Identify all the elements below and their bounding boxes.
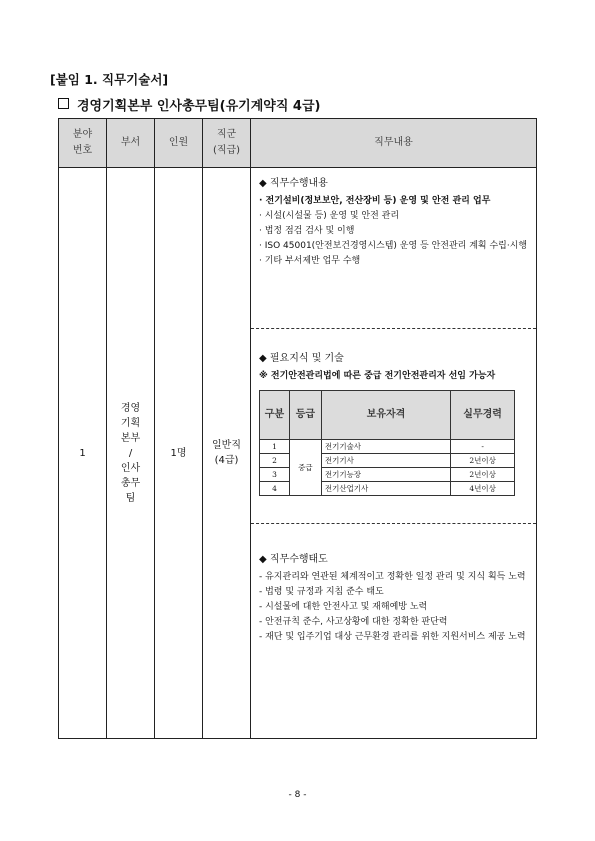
attitude-title: ◆ 직무수행태도 bbox=[259, 554, 328, 565]
duties-cell bbox=[251, 168, 537, 739]
list-item: · 시설(시설물 등) 운영 및 안전 관리 bbox=[259, 211, 400, 221]
cert-exp: - bbox=[451, 440, 515, 454]
row-no: 1 bbox=[59, 168, 107, 739]
grade-line: 일반직 bbox=[212, 440, 241, 451]
cert-no: 2 bbox=[260, 454, 290, 468]
list-item: - 시설물에 대한 안전사고 및 재해예방 노력 bbox=[259, 602, 428, 612]
cert-no: 4 bbox=[260, 482, 290, 496]
cert-header: 보유자격 bbox=[321, 391, 450, 440]
skills-note: ※ 전기안전관리법에 따른 중급 전기안전관리자 선임 가능자 bbox=[259, 371, 496, 381]
cert-table bbox=[259, 390, 515, 496]
cert-header: 등급 bbox=[289, 391, 321, 440]
dept-line: 인사 bbox=[120, 462, 141, 474]
header-field-no bbox=[59, 119, 107, 168]
dept-line: 본부 bbox=[120, 432, 141, 444]
skills-section bbox=[251, 328, 536, 523]
header-dept: 부서 bbox=[107, 119, 155, 168]
dept-line: / bbox=[128, 447, 133, 459]
header-grade-line1: 직군 bbox=[216, 129, 237, 140]
cert-grade: 중급 bbox=[289, 440, 321, 496]
section-title bbox=[58, 95, 320, 114]
table-row bbox=[260, 440, 515, 454]
dept-line: 경영 bbox=[120, 402, 141, 414]
skills-title: ◆ 필요지식 및 기술 bbox=[259, 353, 344, 364]
row-count: 1명 bbox=[155, 168, 203, 739]
cert-header: 구분 bbox=[260, 391, 290, 440]
list-item: - 재단 및 입주기업 대상 근무환경 관리를 위한 지원서비스 제공 노력 bbox=[259, 632, 526, 642]
header-grade-line2: (직급) bbox=[212, 145, 241, 156]
table-row bbox=[59, 168, 537, 739]
table-header-row bbox=[59, 119, 537, 168]
cert-name: 전기산업기사 bbox=[321, 482, 450, 496]
header-count: 인원 bbox=[155, 119, 203, 168]
header-field-no-line2: 번호 bbox=[72, 145, 93, 156]
dept-line: 총무 bbox=[120, 477, 141, 489]
cert-header-row bbox=[260, 391, 515, 440]
duties-bold-item: · 전기설비(정보보안, 전산장비 등) 운영 및 안전 관리 업무 bbox=[259, 196, 491, 206]
list-item: - 유지관리와 연관된 체계적이고 정확한 일정 관리 및 지식 획득 노력 bbox=[259, 572, 526, 582]
list-item: - 법령 및 규정과 지침 준수 태도 bbox=[259, 587, 384, 597]
attachment-title: [붙임 1. 직무기술서] bbox=[50, 72, 169, 87]
list-item: · 법정 점검 검사 및 이행 bbox=[259, 226, 355, 236]
cert-no: 3 bbox=[260, 468, 290, 482]
dept-line: 기획 bbox=[120, 417, 141, 429]
section-title-text: 경영기획본부 인사총무팀(유기계약직 4급) bbox=[77, 99, 321, 114]
row-dept bbox=[107, 168, 155, 739]
header-duties: 직무내용 bbox=[251, 119, 537, 168]
dept-line: 팀 bbox=[125, 492, 136, 504]
cert-exp: 2년이상 bbox=[451, 454, 515, 468]
row-grade bbox=[203, 168, 251, 739]
cert-no: 1 bbox=[260, 440, 290, 454]
header-field-no-line1: 분야 bbox=[72, 129, 93, 140]
cert-name: 전기기사 bbox=[321, 454, 450, 468]
duties-section bbox=[251, 168, 536, 328]
list-item: · 기타 부서제반 업무 수행 bbox=[259, 256, 361, 266]
cert-name: 전기기술사 bbox=[321, 440, 450, 454]
job-description-table bbox=[58, 118, 537, 739]
checkbox-square-icon bbox=[58, 98, 69, 109]
header-grade bbox=[203, 119, 251, 168]
list-item: · ISO 45001(안전보건경영시스템) 운영 등 안전관리 계획 수립·시행 bbox=[259, 241, 528, 251]
cert-exp: 4년이상 bbox=[451, 482, 515, 496]
cert-header: 실무경력 bbox=[451, 391, 515, 440]
grade-line: (4급) bbox=[214, 455, 239, 466]
duties-title: ◆ 직무수행내용 bbox=[259, 178, 328, 189]
list-item: - 안전규칙 준수, 사고상황에 대한 정확한 판단력 bbox=[259, 617, 448, 627]
page-number: - 8 - bbox=[288, 790, 307, 800]
cert-exp: 2년이상 bbox=[451, 468, 515, 482]
cert-name: 전기기능장 bbox=[321, 468, 450, 482]
attitude-section bbox=[251, 523, 536, 738]
